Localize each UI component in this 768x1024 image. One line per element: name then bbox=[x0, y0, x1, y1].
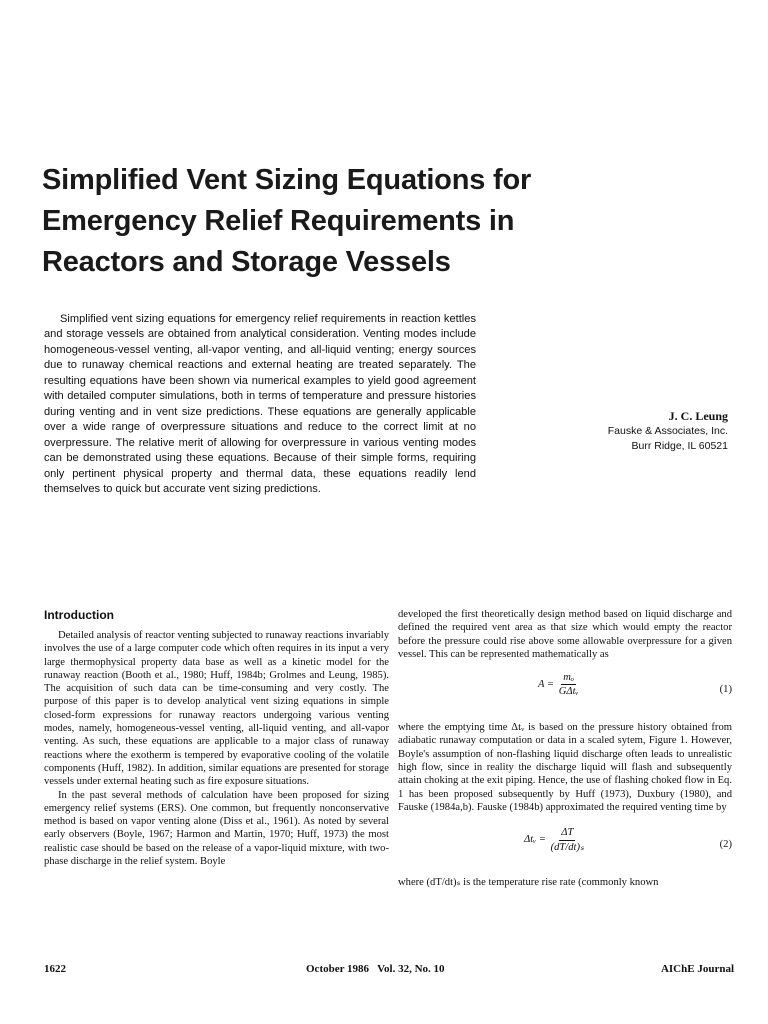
equation-label: (1) bbox=[719, 684, 732, 696]
paper-title bbox=[42, 160, 642, 283]
left-column bbox=[44, 608, 389, 868]
paragraph: where the emptying time Δtᵥ is based on the pressure history obtained from adiabatic runaway computation or data in a scaled sytem, Figure 1. However, Boyle's assumption of non-flashing liquid discharge often leads to unrealistic high flow, since in reality the discharge liquid will flash and subsequently attain choking at the exit piping. Hence, the use of flashing choked flow in Eq. 1 has been proposed subsequently by Huff (1973), Duxbury (1980), and Fauske (1984a,b). Fauske (1984b) approximated the required venting time by bbox=[398, 722, 732, 813]
author-block bbox=[608, 409, 728, 454]
equation-fraction bbox=[549, 826, 586, 854]
equation-fraction bbox=[557, 671, 581, 699]
author-address: Burr Ridge, IL 60521 bbox=[631, 440, 728, 452]
numerator: mₒ bbox=[561, 671, 576, 685]
equation-2 bbox=[398, 826, 732, 866]
paragraph: Detailed analysis of reactor venting subjected to runaway reactions invariably involves the use of a large computer code which often requires in its input a very large thermophysical property data base as well as a kinetic model for the runaway reaction (Booth et al., 1980; Huff, 1984b; Grolmes and Leung, 1985). The acquisition of such data can be time-consuming and very costly. The purpose of this paper is to develop analytical vent sizing equations in simple closed-form expressions for runaway reactors undergoing various venting modes, namely, homogeneous-vessel venting, all-liquid venting, and all-vapor venting. As such, these equations are applicable to a major class of runaway reactions where the exotherm is tempered by evaporative cooling of the volatile components (Huff, 1982). In addition, similar equations are presented for storage vessels under external heating such as fire exposure situations. bbox=[44, 630, 389, 788]
title-line: Reactors and Storage Vessels bbox=[42, 246, 451, 278]
paragraph: In the past several methods of calculation have been proposed for sizing emergency relief systems (ERS). One common, but frequently nonconservative method is based on vapor venting alone (Diss et al., 1961). As noted by several early observers (Boyle, 1967; Harmon and Martin, 1970; Huff, 1973) the most realistic case should be based on the release of a vapor-liquid mixture, with two-phase discharge in the relief system. Boyle bbox=[44, 789, 389, 868]
author-affiliation: Fauske & Associates, Inc. bbox=[607, 425, 728, 437]
section-heading: Introduction bbox=[44, 608, 114, 622]
equation-label: (2) bbox=[719, 839, 732, 851]
numerator: ΔT bbox=[559, 826, 575, 840]
author-name: J. C. Leung bbox=[668, 409, 728, 423]
equation-lhs: Δtᵥ = bbox=[524, 834, 546, 846]
abstract bbox=[44, 312, 476, 497]
journal-name: AIChE Journal bbox=[660, 963, 734, 975]
paragraph: where (dT/dt)ₛ is the temperature rise rate (commonly known bbox=[398, 877, 659, 889]
page-number: 1622 bbox=[44, 963, 66, 975]
issue-info: October 1986 Vol. 32, No. 10 bbox=[306, 963, 445, 975]
denominator: (dT/dt)ₛ bbox=[550, 841, 584, 853]
abstract-text: Simplified vent sizing equations for emergency relief requirements in reaction kettles and storage vessels are obtained from analytical consideration. Venting modes include homogeneous-vessel venting, all-vapor venting, and all-liquid venting; energy sources due to runaway chemical reactions and external heating are treated separately. The resulting equations have been shown via numerical examples to yield good agreement with detailed computer simulations, both in terms of temperature and pressure histories during venting and in vent size predictions. These equations are generally applicable over a wide range of overpressure situations and reduce to the correct limit at no overpressure. The relative merit of allowing for overpressure in various venting modes can be demonstrated using these equations. Because of their simple forms, requiring only pertinent physical property and thermal data, these equations readily lend themselves to quick but accurate vent sizing predictions. bbox=[44, 313, 476, 495]
right-column bbox=[398, 608, 732, 890]
title-line: Simplified Vent Sizing Equations for bbox=[42, 164, 532, 196]
paragraph: developed the first theoretically design method based on liquid discharge and defined the required vent area as that size which would empty the reactor before the pressure could rise above some allowable overpressure for a given vessel. This can be represented mathematically as bbox=[398, 609, 732, 660]
page-footer bbox=[44, 963, 734, 979]
equation-1 bbox=[398, 671, 732, 711]
denominator: GΔtᵥ bbox=[558, 686, 579, 698]
title-line: Emergency Relief Requirements in bbox=[42, 205, 515, 237]
equation-lhs: A = bbox=[538, 679, 555, 691]
